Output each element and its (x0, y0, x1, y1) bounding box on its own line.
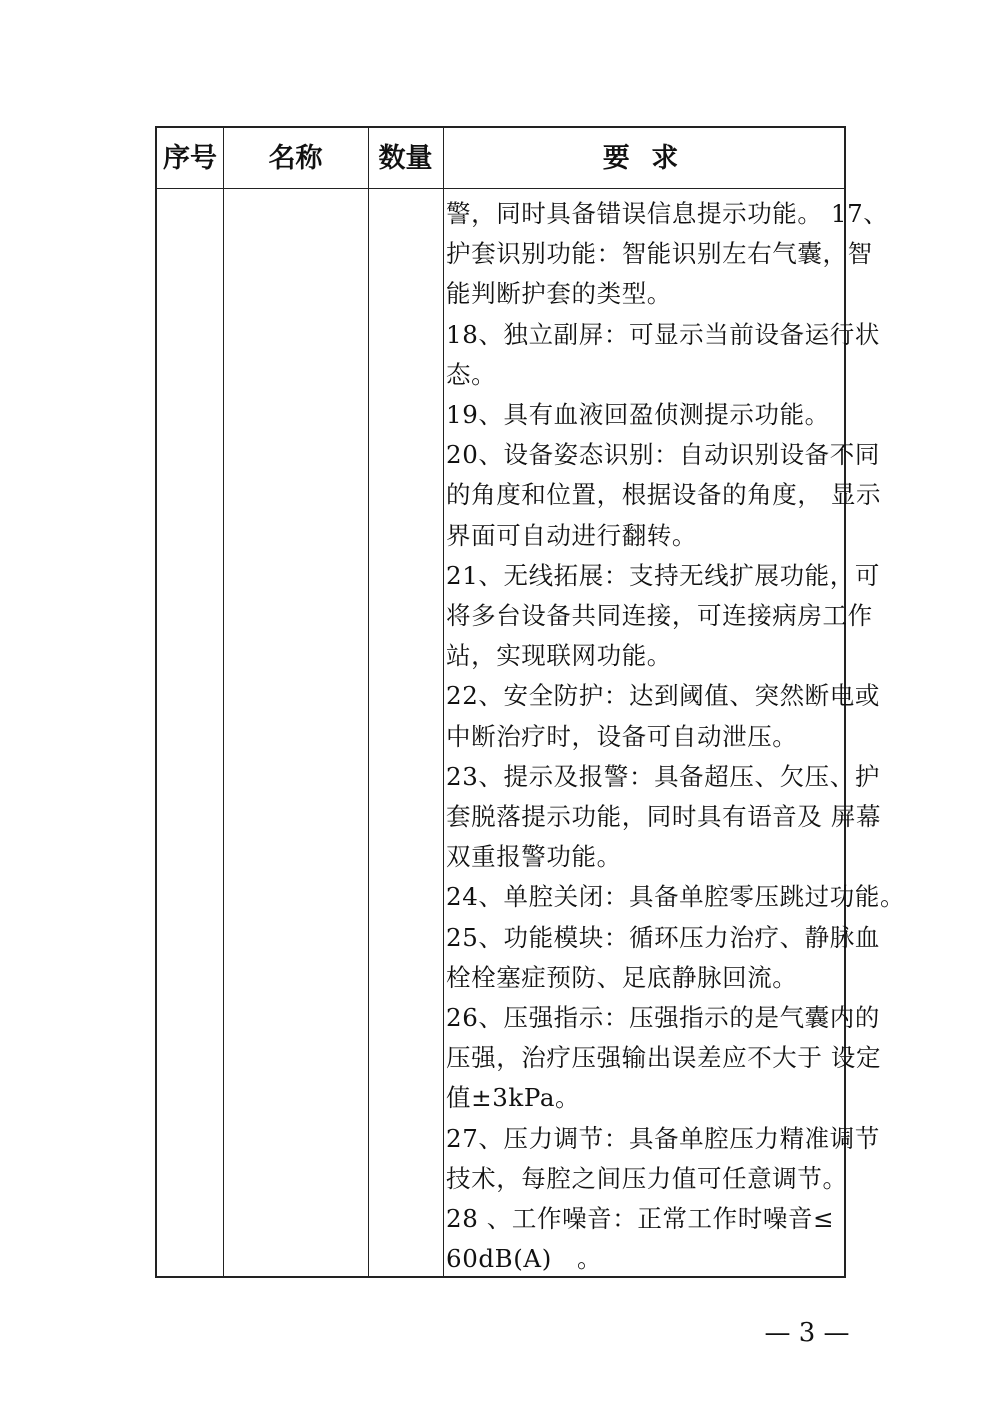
page-number: — 3 — (764, 1318, 850, 1348)
column-divider-1 (223, 128, 224, 1276)
requirement-line: 双重报警功能。 (446, 842, 622, 872)
spec-table (155, 126, 906, 1278)
requirement-line: 界面可自动进行翻转。 (446, 520, 697, 550)
requirement-line: 护套识别功能：智能识别左右气囊，智 (446, 239, 873, 269)
requirement-line: 套脱落提示功能，同时具有语音及 屏幕 (446, 802, 882, 832)
requirement-line: 28 、工作噪音：正常工作时噪音≤ (446, 1204, 835, 1234)
header-quantity: 数量 (378, 143, 433, 174)
requirement-line: 27、压力调节：具备单腔压力精准调节 (446, 1123, 880, 1153)
requirement-line: 中断治疗时，设备可自动泄压。 (446, 721, 798, 751)
requirement-line: 60dB(A) 。 (446, 1244, 603, 1274)
requirement-line: 将多台设备共同连接，可连接病房工作 (446, 601, 873, 631)
requirement-line: 21、无线拓展：支持无线扩展功能，可 (446, 560, 880, 590)
requirement-line: 19、具有血液回盈侦测提示功能。 (446, 400, 830, 430)
requirement-line: 压强，治疗压强输出误差应不大于 设定 (446, 1043, 882, 1073)
requirement-line: 值±3kPa。 (446, 1083, 581, 1113)
column-divider-3 (443, 128, 444, 1276)
header-index: 序号 (163, 143, 217, 174)
requirement-line: 栓栓塞症预防、足底静脉回流。 (446, 962, 798, 992)
requirement-line: 的角度和位置，根据设备的角度， 显示 (446, 480, 882, 510)
requirement-line: 24、单腔关闭：具备单腔零压跳过功能。 (446, 882, 906, 912)
requirement-line: 技术，每腔之间压力值可任意调节。 (446, 1163, 848, 1193)
requirement-line: 警，同时具备错误信息提示功能。 17、 (446, 199, 889, 228)
requirement-line: 23、提示及报警：具备超压、欠压、护 (446, 761, 880, 791)
requirement-line: 站，实现联网功能。 (446, 641, 672, 671)
header-requirements: 要 求 (602, 143, 685, 174)
requirements-cell (446, 194, 906, 1279)
requirement-line: 18、独立副屏：可显示当前设备运行状 (446, 319, 880, 349)
header-name: 名称 (268, 143, 323, 174)
requirement-line: 22、安全防护：达到阈值、突然断电或 (446, 681, 880, 711)
requirement-line: 25、功能模块：循环压力治疗、静脉血 (446, 922, 880, 952)
requirement-line: 能判断护套的类型。 (446, 279, 672, 309)
requirement-line: 态。 (446, 359, 497, 389)
requirement-line: 20、设备姿态识别：自动识别设备不同 (446, 440, 880, 470)
table-header-row (157, 128, 844, 189)
requirement-line: 26、压强指示：压强指示的是气囊内的 (446, 1003, 880, 1033)
column-divider-2 (368, 128, 369, 1276)
